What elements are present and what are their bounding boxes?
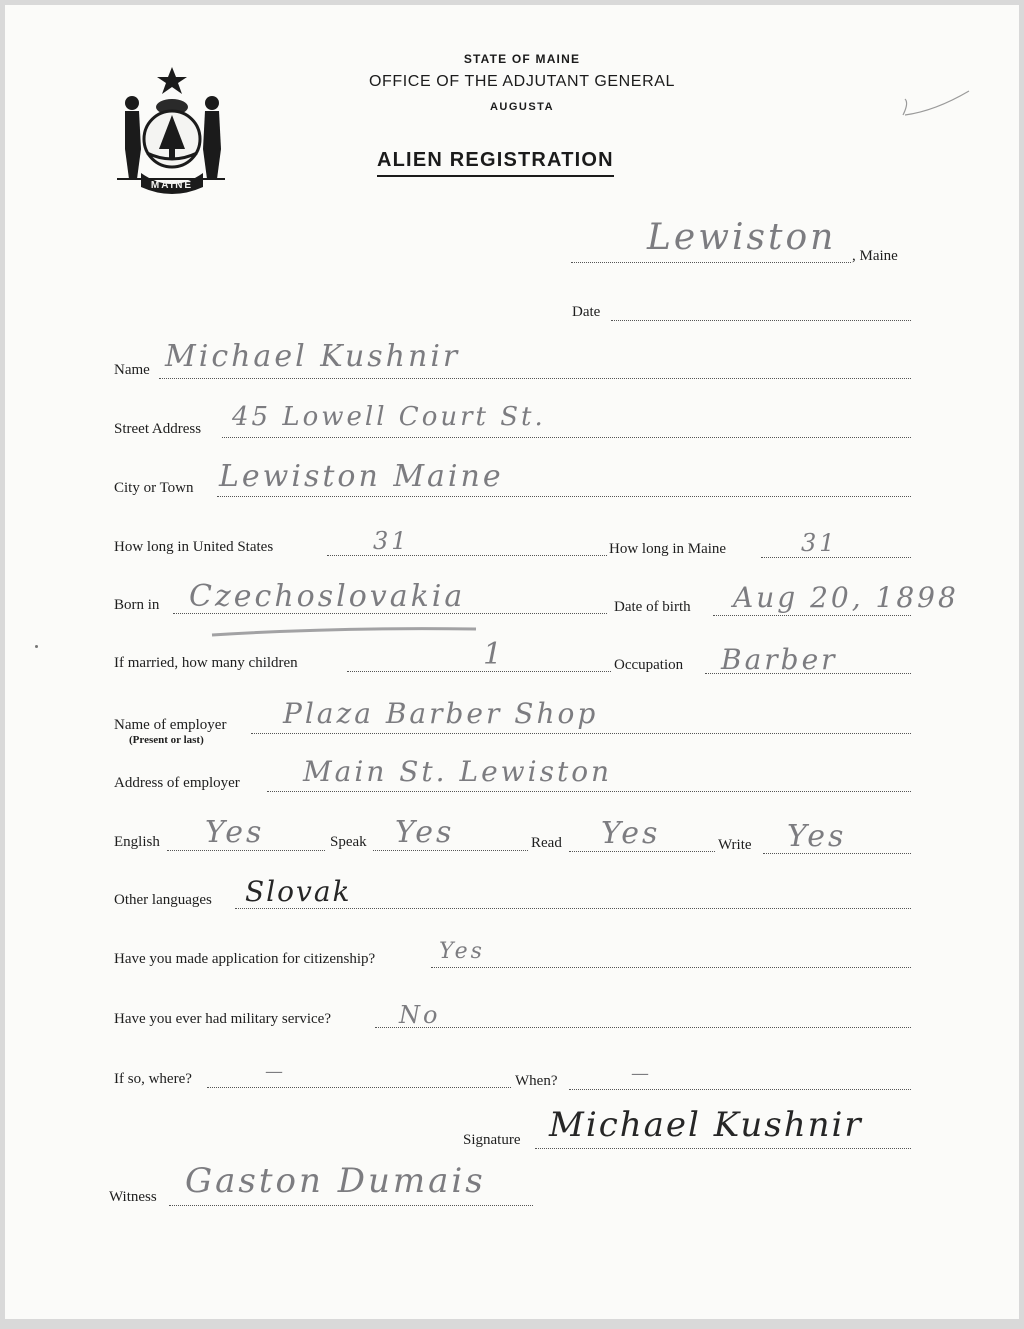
other-languages-line: [235, 908, 911, 909]
citizenship-value[interactable]: Yes: [439, 939, 485, 964]
us-duration-value[interactable]: 31: [373, 527, 410, 555]
military-label: Have you ever had military service?: [114, 1011, 331, 1027]
when-label: When?: [515, 1073, 558, 1089]
occupation-label: Occupation: [614, 657, 684, 673]
witness-label: Witness: [109, 1189, 157, 1205]
where-value[interactable]: —: [265, 1061, 286, 1082]
born-value[interactable]: Czechoslovakia: [189, 579, 466, 614]
signature-line: [535, 1148, 911, 1149]
city-line: [217, 496, 911, 497]
dob-label: Date of birth: [614, 599, 691, 615]
registration-form-page: [5, 5, 1019, 1319]
us-duration-line: [327, 555, 607, 556]
witness-value[interactable]: Gaston Dumais: [185, 1161, 486, 1201]
military-value[interactable]: No: [399, 1001, 441, 1029]
signature-label: Signature: [463, 1132, 521, 1148]
form-title: ALIEN REGISTRATION: [377, 149, 614, 177]
signature-value[interactable]: Michael Kushnir: [549, 1105, 863, 1145]
when-line: [569, 1089, 911, 1090]
employer-sublabel: (Present or last): [129, 734, 204, 746]
speak-value[interactable]: Yes: [395, 815, 455, 850]
name-value[interactable]: Michael Kushnir: [165, 339, 461, 374]
write-label: Write: [718, 837, 752, 853]
street-value[interactable]: 45 Lowell Court St.: [232, 402, 546, 432]
city-label: City or Town: [114, 480, 194, 496]
state-heading: STATE OF MAINE: [463, 52, 581, 66]
name-label: Name: [114, 362, 150, 378]
employer-address-value[interactable]: Main St. Lewiston: [303, 755, 613, 788]
speak-label: Speak: [330, 834, 367, 850]
pencil-mark-icon: [895, 85, 975, 125]
employer-address-line: [267, 791, 911, 792]
witness-line: [169, 1205, 533, 1206]
city-heading: AUGUSTA: [489, 101, 555, 113]
read-line: [569, 851, 715, 852]
place-suffix-label: , Maine: [852, 248, 898, 264]
place-value[interactable]: Lewiston: [647, 217, 837, 258]
children-line: [347, 671, 611, 672]
where-label: If so, where?: [114, 1071, 192, 1087]
employer-value[interactable]: Plaza Barber Shop: [283, 697, 599, 730]
write-value[interactable]: Yes: [787, 819, 847, 854]
dob-value[interactable]: Aug 20, 1898: [733, 581, 959, 614]
where-line: [207, 1087, 511, 1088]
scan-speck: [35, 645, 38, 648]
place-line: [571, 262, 851, 263]
english-value[interactable]: Yes: [205, 815, 265, 850]
maine-duration-label: How long in Maine: [609, 541, 727, 557]
military-line: [375, 1027, 911, 1028]
name-line: [159, 378, 911, 379]
street-line: [222, 437, 911, 438]
english-line: [167, 850, 325, 851]
citizenship-label: Have you made application for citizenship?: [114, 951, 376, 967]
read-label: Read: [531, 835, 562, 851]
street-label: Street Address: [114, 421, 202, 437]
date-label: Date: [572, 304, 601, 320]
city-value[interactable]: Lewiston Maine: [219, 459, 504, 494]
other-languages-label: Other languages: [114, 892, 212, 908]
children-value[interactable]: 1: [483, 637, 506, 672]
children-label: If married, how many children: [114, 655, 298, 671]
employer-address-label: Address of employer: [114, 775, 240, 791]
when-value[interactable]: —: [631, 1063, 652, 1084]
read-value[interactable]: Yes: [601, 816, 661, 851]
maine-duration-line: [761, 557, 911, 558]
employer-label: Name of employer: [114, 717, 227, 733]
date-line: [611, 320, 911, 321]
seal-text: MAINE: [150, 180, 194, 191]
pencil-underline-icon: [210, 625, 480, 639]
english-label: English: [114, 834, 160, 850]
occupation-value[interactable]: Barber: [721, 643, 838, 676]
employer-line: [251, 733, 911, 734]
born-label: Born in: [114, 597, 160, 613]
us-duration-label: How long in United States: [114, 539, 274, 555]
dob-line: [713, 615, 911, 616]
citizenship-line: [431, 967, 911, 968]
maine-duration-value[interactable]: 31: [801, 529, 838, 557]
office-heading: OFFICE OF THE ADJUTANT GENERAL: [368, 73, 676, 90]
other-languages-value[interactable]: Slovak: [245, 875, 352, 908]
speak-line: [373, 850, 528, 851]
